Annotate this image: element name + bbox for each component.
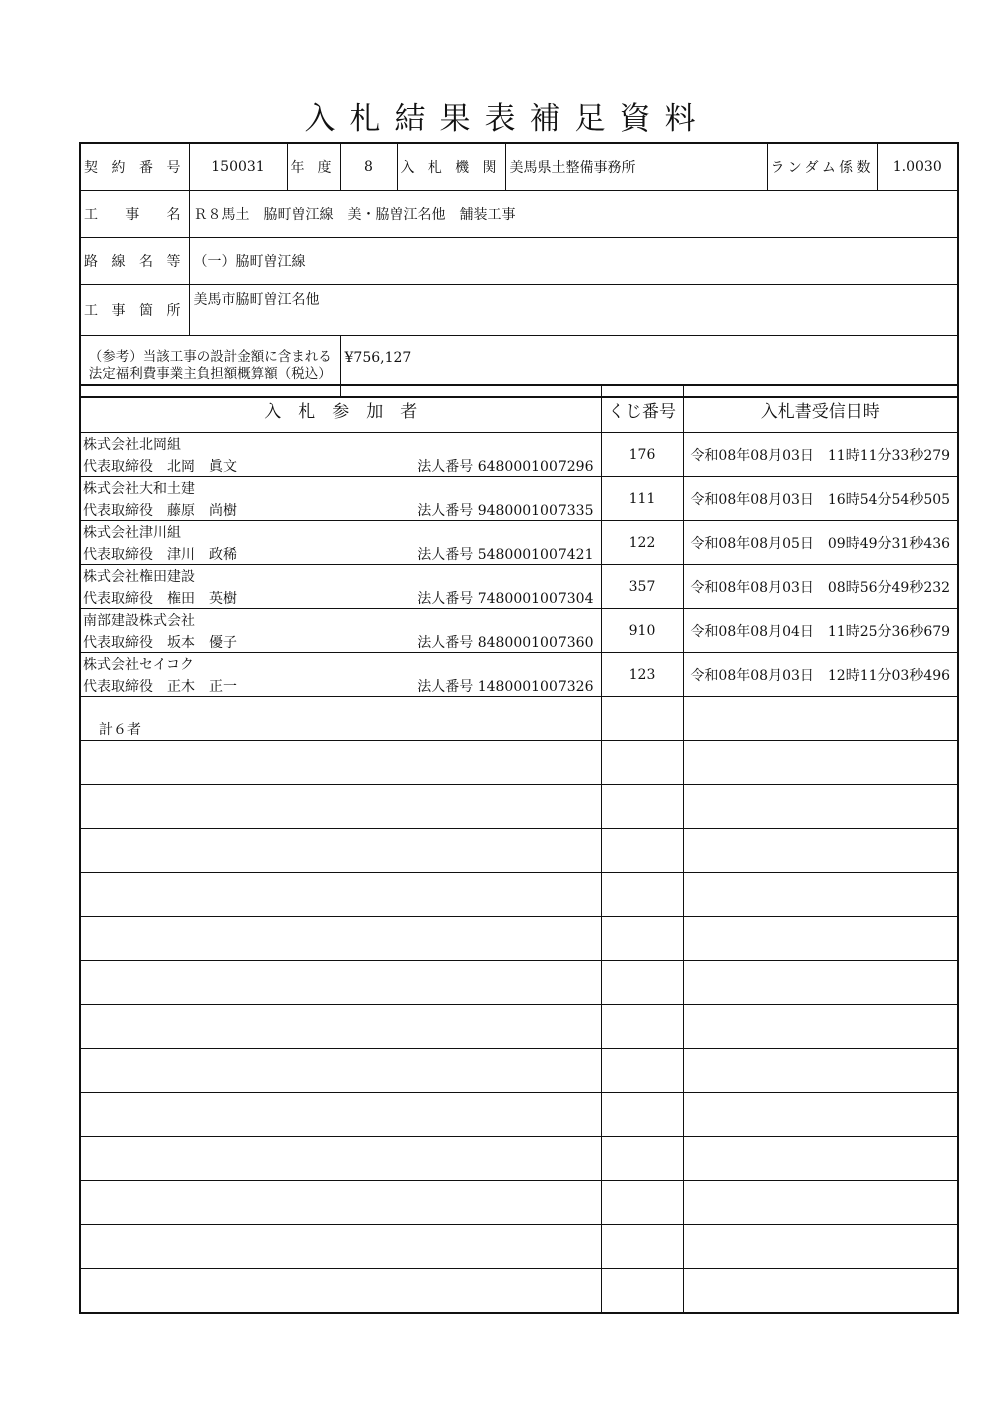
empty-cell	[80, 785, 601, 829]
route-label: 路線名等	[80, 238, 189, 285]
work-name-label: 工事名	[80, 191, 189, 238]
empty-cell	[80, 961, 601, 1005]
empty-cell	[683, 1049, 958, 1093]
empty-cell	[683, 961, 958, 1005]
route-value: （一）脇町曽江線	[189, 238, 958, 285]
received-time: 令和08年08月05日 09時49分31秒436	[683, 521, 958, 565]
empty-cell	[601, 1093, 683, 1137]
lot-number: 176	[601, 433, 683, 477]
table-row	[80, 433, 958, 477]
empty-row	[80, 1181, 958, 1225]
company-name: 南部建設株式会社	[83, 613, 195, 629]
contract-info-table	[79, 142, 959, 398]
bidders-table	[79, 384, 959, 1314]
bidder-cell	[80, 477, 601, 521]
empty-cell	[601, 873, 683, 917]
info-row-1	[80, 143, 958, 191]
lot-number: 357	[601, 565, 683, 609]
table-row	[80, 521, 958, 565]
empty-cell	[601, 1269, 683, 1314]
info-row-4	[80, 285, 958, 336]
bidders-header-row	[80, 385, 958, 433]
received-time: 令和08年08月03日 12時11分03秒496	[683, 653, 958, 697]
random-coef-label: ランダム係数	[767, 143, 877, 191]
empty-cell	[683, 829, 958, 873]
corporate-number: 法人番号 1480001007326	[417, 679, 594, 695]
corporate-number: 法人番号 8480001007360	[417, 635, 594, 651]
lot-number: 910	[601, 609, 683, 653]
reference-label-line-2: 法定福利費事業主負担額概算額（税込）	[88, 366, 332, 382]
empty-cell	[601, 1181, 683, 1225]
empty-cell	[601, 961, 683, 1005]
site-label: 工事箇所	[80, 285, 189, 336]
site-value: 美馬市脇町曽江名他	[189, 285, 958, 336]
empty-cell	[683, 1225, 958, 1269]
empty-cell	[683, 741, 958, 785]
contract-no-label: 契約番号	[80, 143, 189, 191]
company-name: 株式会社津川組	[83, 525, 181, 541]
empty-cell	[683, 697, 958, 741]
reference-label-line-1: （参考）当該工事の設計金額に含まれる	[88, 349, 332, 365]
lot-number: 122	[601, 521, 683, 565]
empty-row	[80, 1049, 958, 1093]
empty-row	[80, 1093, 958, 1137]
empty-cell	[80, 1181, 601, 1225]
table-row	[80, 653, 958, 697]
empty-cell	[601, 1225, 683, 1269]
company-name: 株式会社大和土建	[83, 481, 195, 497]
company-name: 株式会社セイコク	[83, 657, 195, 673]
empty-row	[80, 1225, 958, 1269]
empty-cell	[683, 785, 958, 829]
header-bidder: 入 札 参 加 者	[80, 385, 601, 433]
random-coef-value: 1.0030	[877, 143, 958, 191]
empty-cell	[601, 1005, 683, 1049]
info-row-3	[80, 238, 958, 285]
empty-cell	[80, 741, 601, 785]
empty-cell	[601, 697, 683, 741]
table-row	[80, 477, 958, 521]
empty-cell	[80, 829, 601, 873]
received-time: 令和08年08月03日 16時54分54秒505	[683, 477, 958, 521]
empty-cell	[80, 873, 601, 917]
corporate-number: 法人番号 7480001007304	[417, 591, 594, 607]
empty-cell	[601, 1137, 683, 1181]
year-label: 年度	[287, 143, 340, 191]
page-title: 入札結果表補足資料	[304, 101, 710, 137]
lot-number: 123	[601, 653, 683, 697]
year-value: 8	[340, 143, 397, 191]
header-lot-number: くじ番号	[601, 385, 683, 433]
bidder-cell	[80, 609, 601, 653]
corporate-number: 法人番号 9480001007335	[417, 503, 594, 519]
company-name: 株式会社北岡組	[83, 437, 181, 453]
empty-cell	[80, 917, 601, 961]
empty-row	[80, 829, 958, 873]
empty-cell	[683, 1137, 958, 1181]
empty-row	[80, 741, 958, 785]
contract-no-value: 150031	[189, 143, 287, 191]
empty-cell	[683, 873, 958, 917]
table-row	[80, 565, 958, 609]
total-cell	[80, 697, 601, 741]
bidder-cell	[80, 433, 601, 477]
empty-cell	[80, 1225, 601, 1269]
bidder-cell	[80, 653, 601, 697]
empty-row	[80, 961, 958, 1005]
empty-cell	[683, 1093, 958, 1137]
empty-cell	[683, 1181, 958, 1225]
representative-name: 代表取締役 北岡 眞文	[83, 459, 237, 475]
empty-cell	[601, 829, 683, 873]
agency-label: 入札機関	[397, 143, 505, 191]
empty-cell	[601, 917, 683, 961]
empty-cell	[80, 1269, 601, 1314]
empty-cell	[601, 1049, 683, 1093]
info-row-2	[80, 191, 958, 238]
agency-value: 美馬県土整備事務所	[505, 143, 767, 191]
empty-cell	[683, 1269, 958, 1314]
empty-row	[80, 1269, 958, 1314]
empty-row	[80, 1005, 958, 1049]
empty-cell	[80, 1137, 601, 1181]
received-time: 令和08年08月04日 11時25分36秒679	[683, 609, 958, 653]
empty-row	[80, 873, 958, 917]
lot-number: 111	[601, 477, 683, 521]
empty-cell	[80, 1005, 601, 1049]
representative-name: 代表取締役 藤原 尚樹	[83, 503, 237, 519]
work-name-value: Ｒ８馬土 脇町曽江線 美・脇曽江名他 舗装工事	[189, 191, 958, 238]
representative-name: 代表取締役 権田 英樹	[83, 591, 237, 607]
representative-name: 代表取締役 坂本 優子	[83, 635, 237, 651]
empty-cell	[683, 917, 958, 961]
empty-cell	[601, 741, 683, 785]
empty-cell	[683, 1005, 958, 1049]
empty-row	[80, 1137, 958, 1181]
empty-row	[80, 917, 958, 961]
total-row	[80, 697, 958, 741]
empty-cell	[80, 1049, 601, 1093]
reference-value: ¥756,127	[340, 336, 958, 398]
total-count: 計６者	[99, 722, 141, 738]
bidder-cell	[80, 521, 601, 565]
empty-cell	[601, 785, 683, 829]
empty-cell	[80, 1093, 601, 1137]
empty-row	[80, 785, 958, 829]
company-name: 株式会社権田建設	[83, 569, 195, 585]
bidder-cell	[80, 565, 601, 609]
bidders-body	[80, 433, 958, 1314]
received-time: 令和08年08月03日 08時56分49秒232	[683, 565, 958, 609]
corporate-number: 法人番号 6480001007296	[417, 459, 594, 475]
representative-name: 代表取締役 正木 正一	[83, 679, 237, 695]
received-time: 令和08年08月03日 11時11分33秒279	[683, 433, 958, 477]
corporate-number: 法人番号 5480001007421	[417, 547, 594, 563]
representative-name: 代表取締役 津川 政稀	[83, 547, 237, 563]
table-row	[80, 609, 958, 653]
header-received-time: 入札書受信日時	[683, 385, 958, 433]
